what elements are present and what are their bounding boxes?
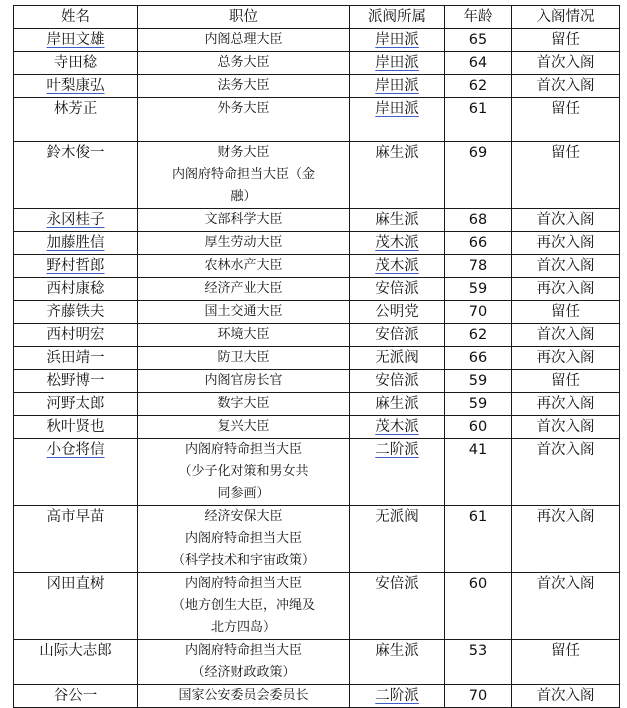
table-row bbox=[14, 347, 620, 370]
minister-name-cell bbox=[14, 301, 138, 324]
position-line: 经济产业大臣 bbox=[204, 281, 283, 296]
faction[interactable]: 二阶派 bbox=[375, 688, 419, 704]
faction: 无派阀 bbox=[375, 509, 419, 525]
table-row bbox=[14, 439, 620, 506]
minister-name: 秋叶贤也 bbox=[46, 419, 105, 435]
cabinet-status: 首次入阁 bbox=[536, 55, 595, 71]
faction: 麻生派 bbox=[375, 212, 419, 228]
faction-cell bbox=[350, 416, 445, 439]
position-cell bbox=[138, 506, 350, 573]
faction-cell bbox=[350, 370, 445, 393]
position-line: 总务大臣 bbox=[217, 55, 270, 70]
minister-name[interactable]: 永冈桂子 bbox=[46, 212, 105, 228]
minister-name-cell bbox=[14, 393, 138, 416]
age-cell bbox=[445, 278, 512, 301]
header-position: 职位 bbox=[138, 6, 350, 29]
minister-name-cell bbox=[14, 52, 138, 75]
position-line: 外务大臣 bbox=[217, 101, 270, 116]
position-cell bbox=[138, 301, 350, 324]
table-row bbox=[14, 98, 620, 142]
cabinet-status: 留任 bbox=[551, 32, 580, 48]
position-cell bbox=[138, 142, 350, 209]
faction-cell bbox=[350, 573, 445, 640]
table-row bbox=[14, 506, 620, 573]
faction[interactable]: 茂木派 bbox=[375, 419, 419, 435]
age-cell bbox=[445, 416, 512, 439]
faction: 麻生派 bbox=[375, 643, 419, 659]
position-line: 融） bbox=[230, 189, 257, 204]
age: 60 bbox=[468, 576, 488, 592]
position-line: （科学技术和宇宙政策） bbox=[171, 553, 315, 568]
table-row bbox=[14, 232, 620, 255]
cabinet-status: 首次入阁 bbox=[536, 212, 595, 228]
faction-cell bbox=[350, 142, 445, 209]
cabinet-status-cell bbox=[512, 209, 620, 232]
age-cell bbox=[445, 29, 512, 52]
table-row bbox=[14, 209, 620, 232]
minister-name: 冈田直树 bbox=[46, 576, 105, 592]
age-cell bbox=[445, 370, 512, 393]
age: 70 bbox=[468, 304, 488, 320]
faction-cell bbox=[350, 209, 445, 232]
minister-name: 松野博一 bbox=[46, 373, 105, 389]
age: 66 bbox=[468, 235, 488, 251]
cabinet-status-cell bbox=[512, 52, 620, 75]
position-cell bbox=[138, 416, 350, 439]
age-cell bbox=[445, 573, 512, 640]
minister-name: 山际大志郎 bbox=[39, 643, 112, 659]
cabinet-status-cell bbox=[512, 301, 620, 324]
age: 69 bbox=[468, 145, 488, 161]
faction[interactable]: 二阶派 bbox=[375, 442, 419, 458]
faction-cell bbox=[350, 324, 445, 347]
faction-cell bbox=[350, 52, 445, 75]
position-cell bbox=[138, 393, 350, 416]
position-line: 北方四岛） bbox=[210, 620, 276, 635]
minister-name: 高市早苗 bbox=[46, 509, 105, 525]
cabinet-status: 首次入阁 bbox=[536, 258, 595, 274]
minister-name-cell bbox=[14, 209, 138, 232]
position-line: 内阁官房长官 bbox=[204, 373, 283, 388]
faction: 无派阀 bbox=[375, 350, 419, 366]
position-line: 厚生劳动大臣 bbox=[204, 235, 283, 250]
cabinet-status: 再次入阁 bbox=[536, 509, 595, 525]
minister-name[interactable]: 小仓将信 bbox=[46, 442, 105, 458]
cabinet-status-cell bbox=[512, 573, 620, 640]
cabinet-status: 留任 bbox=[551, 643, 580, 659]
faction: 安倍派 bbox=[375, 373, 419, 389]
age: 66 bbox=[468, 350, 488, 366]
minister-name[interactable]: 加藤胜信 bbox=[46, 235, 105, 251]
faction: 公明党 bbox=[375, 304, 419, 320]
position-line: 法务大臣 bbox=[217, 78, 270, 93]
age-cell bbox=[445, 301, 512, 324]
age-cell bbox=[445, 640, 512, 685]
age-cell bbox=[445, 52, 512, 75]
cabinet-status-cell bbox=[512, 75, 620, 98]
cabinet-status-cell bbox=[512, 640, 620, 685]
age: 59 bbox=[468, 281, 488, 297]
age: 78 bbox=[468, 258, 488, 274]
position-cell bbox=[138, 347, 350, 370]
position-cell bbox=[138, 98, 350, 142]
position-cell bbox=[138, 52, 350, 75]
position-cell bbox=[138, 29, 350, 52]
cabinet-status-cell bbox=[512, 370, 620, 393]
position-cell bbox=[138, 640, 350, 685]
age-cell bbox=[445, 439, 512, 506]
header-status: 入阁情况 bbox=[512, 6, 620, 29]
age: 70 bbox=[468, 688, 488, 704]
minister-name: 西村明宏 bbox=[46, 327, 105, 343]
age: 62 bbox=[468, 78, 488, 94]
age-cell bbox=[445, 98, 512, 142]
table-row bbox=[14, 393, 620, 416]
position-line: 复兴大臣 bbox=[217, 419, 270, 434]
position-line: 内阁府特命担当大臣 bbox=[184, 643, 302, 658]
minister-name-cell bbox=[14, 278, 138, 301]
table-row bbox=[14, 278, 620, 301]
faction-cell bbox=[350, 98, 445, 142]
minister-name-cell bbox=[14, 685, 138, 708]
cabinet-status: 再次入阁 bbox=[536, 235, 595, 251]
age-cell bbox=[445, 209, 512, 232]
minister-name: 寺田稔 bbox=[53, 55, 98, 71]
table-row bbox=[14, 75, 620, 98]
header-name: 姓名 bbox=[14, 6, 138, 29]
cabinet-status-cell bbox=[512, 347, 620, 370]
position-cell bbox=[138, 685, 350, 708]
minister-name-cell bbox=[14, 75, 138, 98]
position-line: 数字大臣 bbox=[217, 396, 270, 411]
minister-name-cell bbox=[14, 232, 138, 255]
minister-name-cell bbox=[14, 416, 138, 439]
cabinet-status: 首次入阁 bbox=[536, 419, 595, 435]
cabinet-status-cell bbox=[512, 255, 620, 278]
faction-cell bbox=[350, 640, 445, 685]
age-cell bbox=[445, 324, 512, 347]
minister-name-cell bbox=[14, 370, 138, 393]
minister-name-cell bbox=[14, 347, 138, 370]
cabinet-status: 再次入阁 bbox=[536, 281, 595, 297]
cabinet-status: 再次入阁 bbox=[536, 350, 595, 366]
faction: 麻生派 bbox=[375, 145, 419, 161]
position-cell bbox=[138, 370, 350, 393]
age: 65 bbox=[468, 32, 488, 48]
position-line: 防卫大臣 bbox=[217, 350, 270, 365]
position-line: 内阁总理大臣 bbox=[204, 32, 283, 47]
header-faction: 派阀所属 bbox=[350, 6, 445, 29]
table-row bbox=[14, 324, 620, 347]
table-row bbox=[14, 301, 620, 324]
cabinet-status-cell bbox=[512, 506, 620, 573]
cabinet-status-cell bbox=[512, 29, 620, 52]
cabinet-table bbox=[13, 5, 620, 708]
table-row bbox=[14, 640, 620, 685]
age: 64 bbox=[468, 55, 488, 71]
table-row bbox=[14, 370, 620, 393]
cabinet-status-cell bbox=[512, 439, 620, 506]
minister-name: 林芳正 bbox=[53, 101, 98, 117]
age: 41 bbox=[468, 442, 488, 458]
faction: 安倍派 bbox=[375, 281, 419, 297]
position-line: 文部科学大臣 bbox=[204, 212, 283, 227]
table-body bbox=[14, 29, 620, 708]
faction-cell bbox=[350, 232, 445, 255]
age-cell bbox=[445, 393, 512, 416]
cabinet-status: 首次入阁 bbox=[536, 78, 595, 94]
table-row bbox=[14, 685, 620, 708]
minister-name: 齐藤铁夫 bbox=[46, 304, 105, 320]
minister-name: 浜田靖一 bbox=[46, 350, 105, 366]
cabinet-status-cell bbox=[512, 324, 620, 347]
minister-name-cell bbox=[14, 324, 138, 347]
minister-name[interactable]: 岸田文雄 bbox=[46, 32, 105, 48]
position-cell bbox=[138, 255, 350, 278]
cabinet-status-cell bbox=[512, 416, 620, 439]
cabinet-status-cell bbox=[512, 685, 620, 708]
position-cell bbox=[138, 75, 350, 98]
position-cell bbox=[138, 209, 350, 232]
faction-cell bbox=[350, 278, 445, 301]
cabinet-status: 首次入阁 bbox=[536, 327, 595, 343]
cabinet-status: 留任 bbox=[551, 373, 580, 389]
age-cell bbox=[445, 142, 512, 209]
faction-cell bbox=[350, 301, 445, 324]
position-line: 同参画） bbox=[217, 486, 270, 501]
table-row bbox=[14, 255, 620, 278]
cabinet-status: 留任 bbox=[551, 304, 580, 320]
header-age: 年龄 bbox=[445, 6, 512, 29]
faction[interactable]: 茂木派 bbox=[375, 258, 419, 274]
minister-name-cell bbox=[14, 506, 138, 573]
minister-name[interactable]: 野村哲郎 bbox=[46, 258, 105, 274]
faction[interactable]: 岸田派 bbox=[375, 55, 419, 71]
faction-cell bbox=[350, 439, 445, 506]
age: 62 bbox=[468, 327, 488, 343]
cabinet-status-cell bbox=[512, 278, 620, 301]
faction: 安倍派 bbox=[375, 576, 419, 592]
cabinet-status-cell bbox=[512, 232, 620, 255]
position-line: 环境大臣 bbox=[217, 327, 270, 342]
age: 61 bbox=[468, 101, 488, 117]
cabinet-status: 首次入阁 bbox=[536, 442, 595, 458]
age: 59 bbox=[468, 373, 488, 389]
position-line: （地方创生大臣，冲绳及 bbox=[171, 598, 315, 613]
age-cell bbox=[445, 255, 512, 278]
position-line: （经济财政政策） bbox=[191, 665, 296, 680]
age-cell bbox=[445, 232, 512, 255]
minister-name-cell bbox=[14, 98, 138, 142]
position-line: 农林水产大臣 bbox=[204, 258, 283, 273]
faction-cell bbox=[350, 347, 445, 370]
faction-cell bbox=[350, 75, 445, 98]
age: 53 bbox=[468, 643, 488, 659]
minister-name-cell bbox=[14, 142, 138, 209]
minister-name-cell bbox=[14, 573, 138, 640]
minister-name: 谷公一 bbox=[53, 688, 98, 704]
position-line: 内阁府特命担当大臣（金 bbox=[171, 167, 315, 182]
position-line: 财务大臣 bbox=[217, 145, 270, 160]
cabinet-status: 留任 bbox=[551, 145, 580, 161]
cabinet-status-cell bbox=[512, 142, 620, 209]
position-cell bbox=[138, 232, 350, 255]
minister-name-cell bbox=[14, 255, 138, 278]
faction[interactable]: 岸田派 bbox=[375, 32, 419, 48]
age-cell bbox=[445, 685, 512, 708]
faction-cell bbox=[350, 29, 445, 52]
cabinet-status: 首次入阁 bbox=[536, 576, 595, 592]
faction: 麻生派 bbox=[375, 396, 419, 412]
faction-cell bbox=[350, 506, 445, 573]
age-cell bbox=[445, 506, 512, 573]
faction[interactable]: 茂木派 bbox=[375, 235, 419, 251]
age-cell bbox=[445, 75, 512, 98]
position-line: 内阁府特命担当大臣 bbox=[184, 576, 302, 591]
minister-name-cell bbox=[14, 439, 138, 506]
faction[interactable]: 岸田派 bbox=[375, 101, 419, 117]
position-line: 国土交通大臣 bbox=[204, 304, 283, 319]
cabinet-status: 首次入阁 bbox=[536, 688, 595, 704]
position-line: 内阁府特命担当大臣 bbox=[184, 442, 302, 457]
minister-name-cell bbox=[14, 640, 138, 685]
table-row bbox=[14, 416, 620, 439]
cabinet-status-cell bbox=[512, 98, 620, 142]
table-row bbox=[14, 29, 620, 52]
cabinet-status: 留任 bbox=[551, 101, 580, 117]
faction-cell bbox=[350, 685, 445, 708]
position-cell bbox=[138, 573, 350, 640]
age-cell bbox=[445, 347, 512, 370]
position-line: 经济安保大臣 bbox=[204, 509, 283, 524]
faction-cell bbox=[350, 393, 445, 416]
position-line: 内阁府特命担当大臣 bbox=[184, 531, 302, 546]
minister-name-cell bbox=[14, 29, 138, 52]
minister-name: 河野太郎 bbox=[46, 396, 105, 412]
age: 59 bbox=[468, 396, 488, 412]
age: 60 bbox=[468, 419, 488, 435]
table-row bbox=[14, 142, 620, 209]
minister-name: 鈴木俊一 bbox=[46, 145, 105, 161]
position-line: （少子化对策和男女共 bbox=[178, 464, 309, 479]
faction-cell bbox=[350, 255, 445, 278]
position-cell bbox=[138, 324, 350, 347]
faction[interactable]: 岸田派 bbox=[375, 78, 419, 94]
position-line: 国家公安委员会委员长 bbox=[178, 688, 309, 703]
position-cell bbox=[138, 439, 350, 506]
faction: 安倍派 bbox=[375, 327, 419, 343]
position-cell bbox=[138, 278, 350, 301]
table-row bbox=[14, 573, 620, 640]
cabinet-status: 再次入阁 bbox=[536, 396, 595, 412]
cabinet-status-cell bbox=[512, 393, 620, 416]
age: 68 bbox=[468, 212, 488, 228]
minister-name: 西村康稔 bbox=[46, 281, 105, 297]
table-row bbox=[14, 52, 620, 75]
age: 61 bbox=[468, 509, 488, 525]
minister-name[interactable]: 叶梨康弘 bbox=[46, 78, 105, 94]
header-row bbox=[14, 6, 620, 29]
